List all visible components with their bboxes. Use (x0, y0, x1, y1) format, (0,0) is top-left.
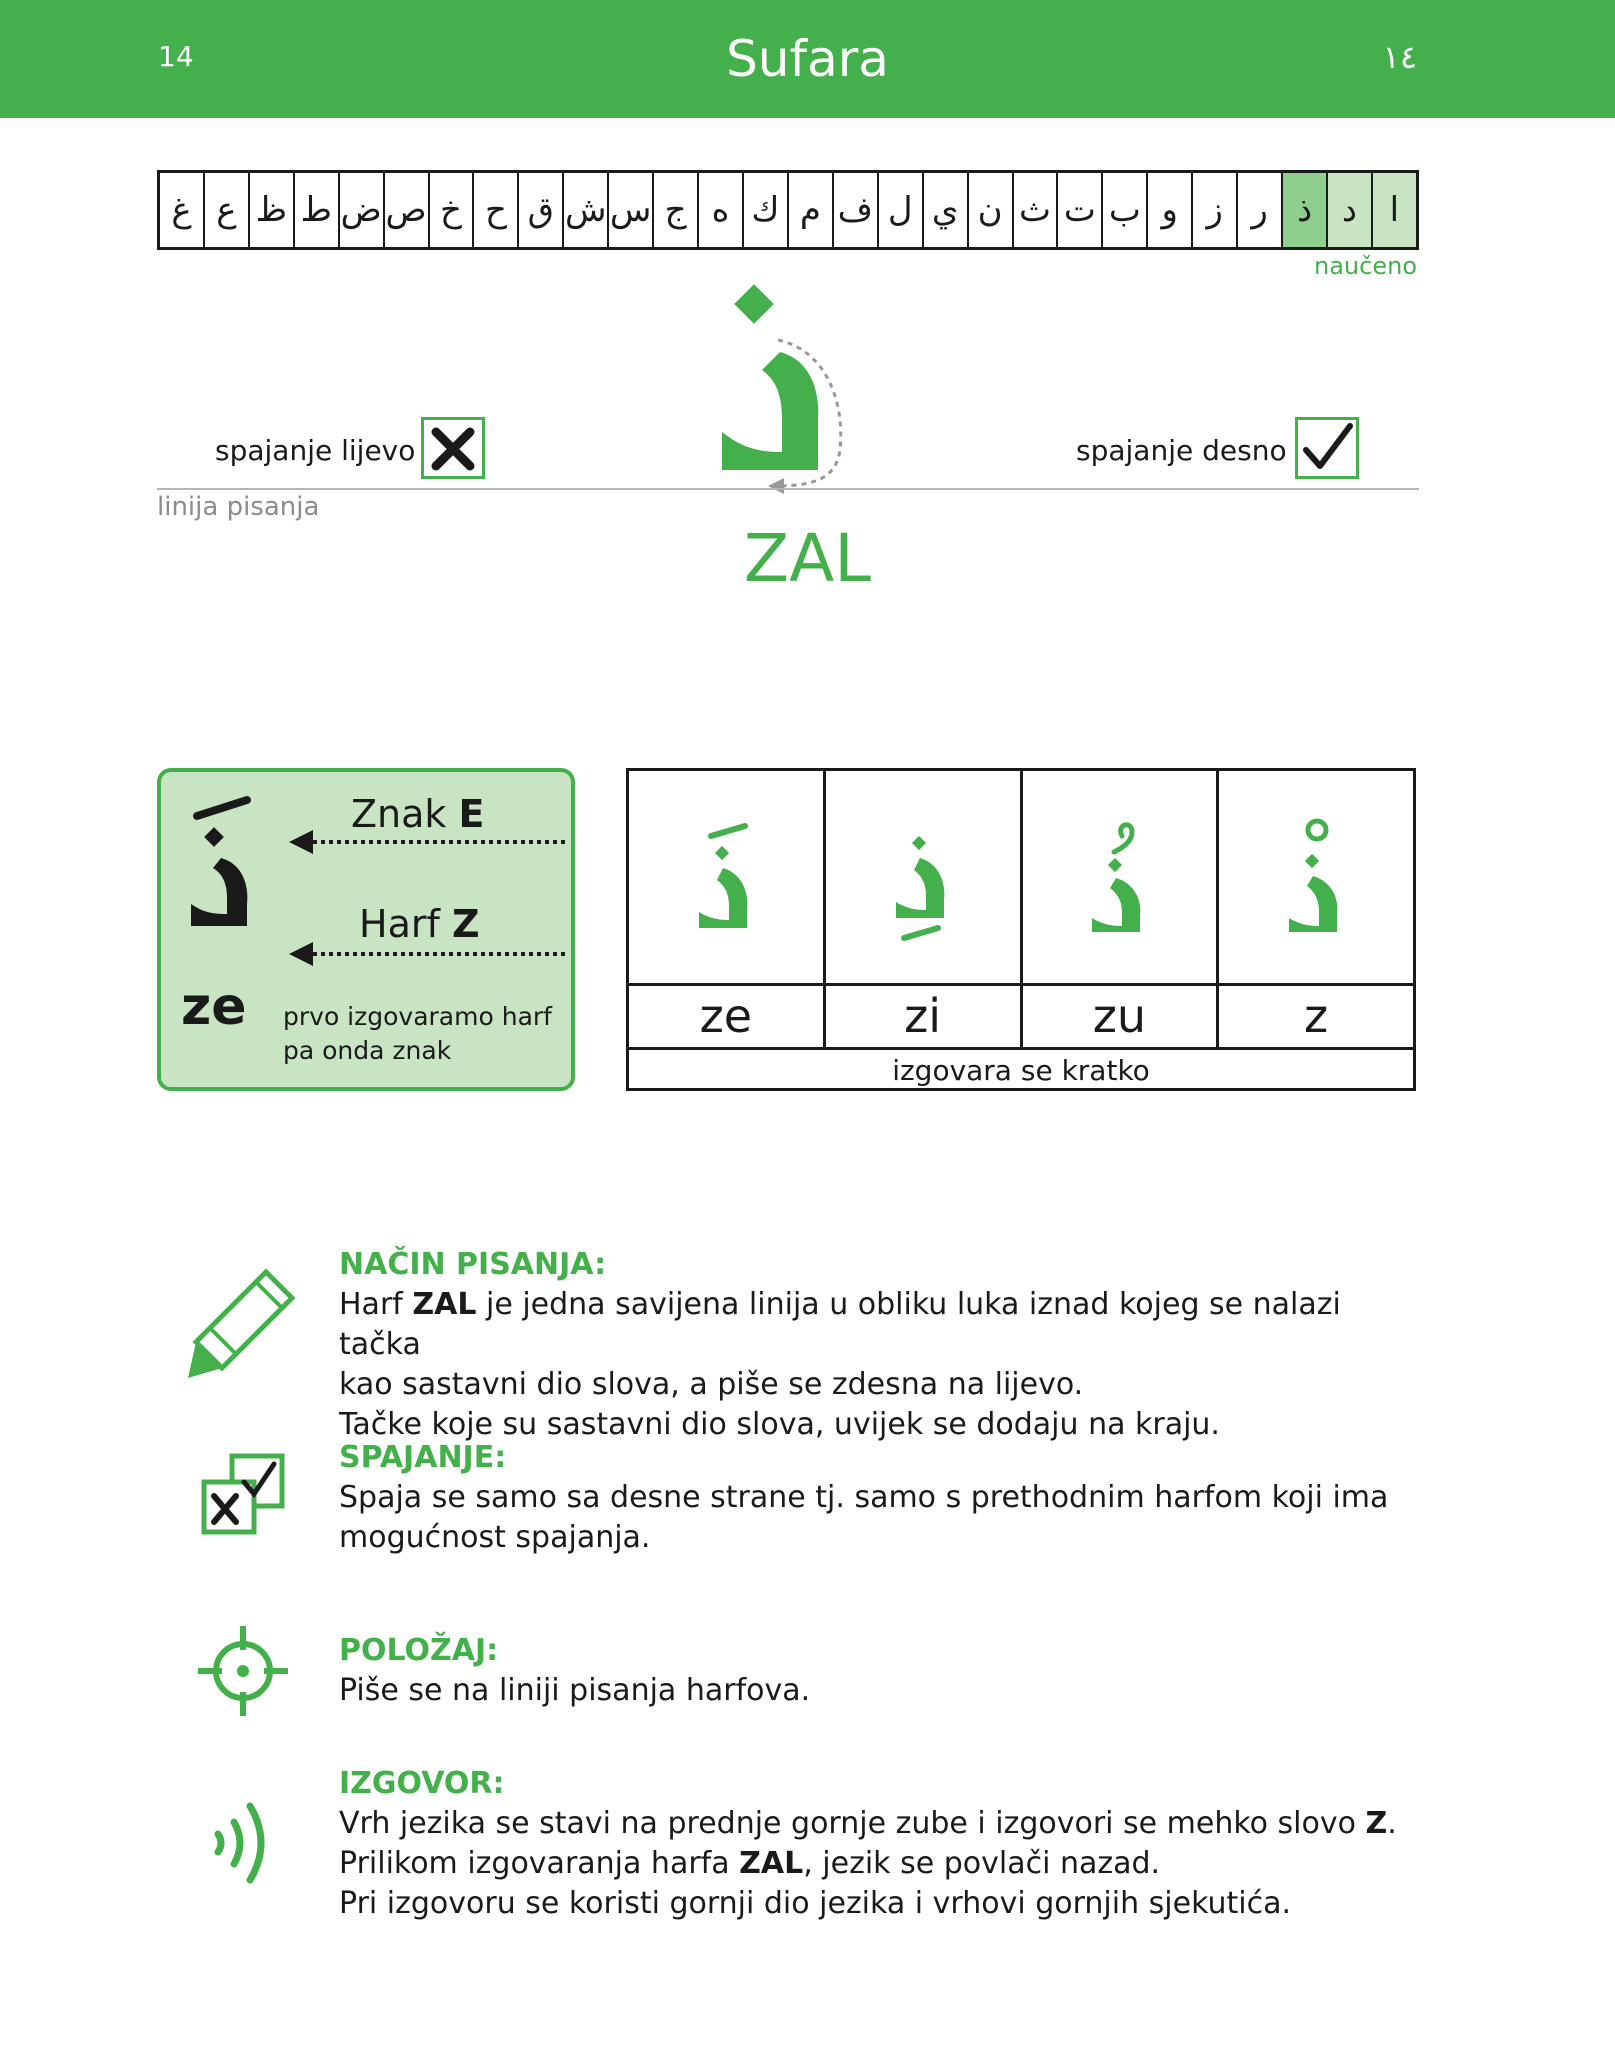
learned-label: naučeno (1314, 252, 1417, 280)
alphabet-letter: ه (697, 173, 742, 247)
cross-mark-icon (424, 420, 482, 476)
transliteration-cell: ze (699, 989, 753, 1043)
transliteration-cell: zu (1020, 986, 1217, 1047)
pronunciation-note: izgovara se kratko (629, 1047, 1413, 1091)
writing-line-label: linija pisanja (157, 492, 320, 522)
alphabet-letter: م (787, 173, 832, 247)
alphabet-letter: ص (383, 173, 428, 247)
alphabet-letter: ن (967, 173, 1012, 247)
arrow-left-icon (289, 828, 569, 856)
alphabet-letter: ط (293, 173, 338, 247)
section-position (339, 1631, 1429, 1711)
harf-letter: Z (451, 902, 480, 946)
check-cross-icon (200, 1452, 286, 1538)
alphabet-letter: ش (562, 173, 607, 247)
alphabet-letter: ر (1236, 173, 1281, 247)
alphabet-letter: ف (832, 173, 877, 247)
info-description-line: pa onda znak (283, 1036, 452, 1065)
zal-kasra-glyph (868, 802, 978, 952)
alphabet-strip (157, 170, 1419, 250)
join-right-label: spajanje desno (1076, 434, 1287, 467)
pencil-icon (182, 1262, 302, 1382)
join-left-label: spajanje lijevo (215, 434, 416, 467)
alphabet-letter: ع (203, 173, 248, 247)
transliteration-cell: z (1216, 986, 1413, 1047)
section-line (339, 1844, 1429, 1884)
alphabet-letter: و (1146, 173, 1191, 247)
letter-name: ZAL (743, 520, 872, 597)
text-run: Harf (339, 1287, 413, 1322)
sound-waves-icon (210, 1798, 274, 1888)
section-line: Spaja se samo sa desne strane tj. samo s prethodnim harfom koji ima (339, 1480, 1389, 1515)
vocalized-transliteration: ze (181, 977, 247, 1037)
harf-prefix: Harf (359, 902, 452, 946)
alphabet-letter: ا (1371, 173, 1416, 247)
alphabet-letter: ب (1101, 173, 1146, 247)
check-mark-icon (1298, 420, 1356, 476)
section-heading: NAČIN PISANJA: (339, 1247, 607, 1282)
alphabet-letter: غ (171, 190, 192, 230)
alphabet-letter: ج (652, 173, 697, 247)
alphabet-letter: ق (517, 173, 562, 247)
writing-line (157, 488, 1419, 490)
zal-damma-glyph (1064, 802, 1174, 952)
text-run: . (1387, 1806, 1397, 1841)
page-title: Sufara (726, 30, 889, 88)
section-heading: IZGOVOR: (339, 1766, 505, 1801)
alphabet-letter: ح (472, 173, 517, 247)
sign-prefix: Znak (351, 792, 459, 836)
alphabet-letter: ت (1056, 173, 1101, 247)
sign-letter: E (458, 792, 485, 836)
alphabet-letter: ذ (1281, 173, 1326, 247)
alphabet-letter: ض (338, 173, 383, 247)
writing-direction-arrow (768, 478, 784, 494)
section-line: Pri izgovoru se koristi gornji dio jezika i vrhovi gornjih sjekutića. (339, 1886, 1292, 1921)
alphabet-letter: ك (742, 173, 787, 247)
section-line: Piše se na liniji pisanja harfova. (339, 1673, 811, 1708)
text-run-bold: Z (1365, 1806, 1388, 1841)
text-run: je jedna savijena linija u obliku luka iznad kojeg se nalazi tačka (339, 1287, 1341, 1362)
text-run-bold: ZAL (412, 1287, 477, 1322)
section-line: mogućnost spajanja. (339, 1520, 651, 1555)
alphabet-letter: د (1326, 173, 1371, 247)
section-body (339, 1285, 1429, 1445)
text-run: , jezik se povlači nazad. (803, 1846, 1161, 1881)
section-line: Tačke koje su sastavni dio slova, uvijek se dodaju na kraju. (339, 1407, 1220, 1442)
alphabet-letter: س (607, 173, 652, 247)
vowel-table (626, 768, 1416, 1091)
zal-fatha-glyph (671, 802, 781, 952)
alphabet-letter: ل (877, 173, 922, 247)
alphabet-letter: خ (428, 173, 473, 247)
text-run-bold: ZAL (739, 1846, 804, 1881)
page-number: 14 (158, 40, 194, 73)
section-line (339, 1285, 1429, 1365)
vowel-glyph-row (629, 771, 1413, 983)
transliteration-cell: zi (823, 986, 1020, 1047)
info-description (283, 1000, 552, 1068)
section-writing (339, 1245, 1429, 1445)
section-heading: POLOŽAJ: (339, 1633, 499, 1668)
vowel-cell-kasra (823, 771, 1020, 983)
info-description-line: prvo izgovaramo harf (283, 1002, 552, 1031)
target-icon (198, 1626, 288, 1716)
letter-dot (734, 284, 774, 324)
vowel-cell-sukun (1216, 771, 1413, 983)
section-body (339, 1671, 1429, 1711)
text-run: Vrh jezika se stavi na prednje gornje zube i izgovori se mehko slovo (339, 1806, 1366, 1841)
section-heading: SPAJANJE: (339, 1440, 507, 1475)
text-run: Prilikom izgovaranja harfa (339, 1846, 740, 1881)
transliteration-row (629, 983, 1413, 1047)
section-body (339, 1804, 1429, 1924)
alphabet-letter: ي (922, 173, 967, 247)
section-body (339, 1478, 1429, 1558)
section-line: kao sastavni dio slova, a piše se zdesna na lijevo. (339, 1367, 1084, 1402)
alphabet-letter: ث (1012, 173, 1057, 247)
letter-writing-guide (700, 280, 860, 510)
zal-sukun-glyph (1261, 802, 1371, 952)
join-right-box (1295, 417, 1359, 479)
section-joining (339, 1438, 1429, 1558)
arrow-left-icon (289, 940, 569, 968)
section-line (339, 1804, 1429, 1844)
letter-body (722, 352, 818, 470)
vowel-cell-fatha (629, 771, 823, 983)
vowel-cell-damma (1020, 771, 1217, 983)
page-header (0, 0, 1615, 118)
page-number-arabic: ١٤ (1382, 38, 1417, 76)
section-pronunciation (339, 1764, 1429, 1924)
letter-info-box (157, 768, 575, 1091)
join-left-box (421, 417, 485, 479)
alphabet-letter: ظ (248, 173, 293, 247)
vocalized-letter-glyph (177, 786, 267, 936)
alphabet-letter: ز (1191, 173, 1236, 247)
